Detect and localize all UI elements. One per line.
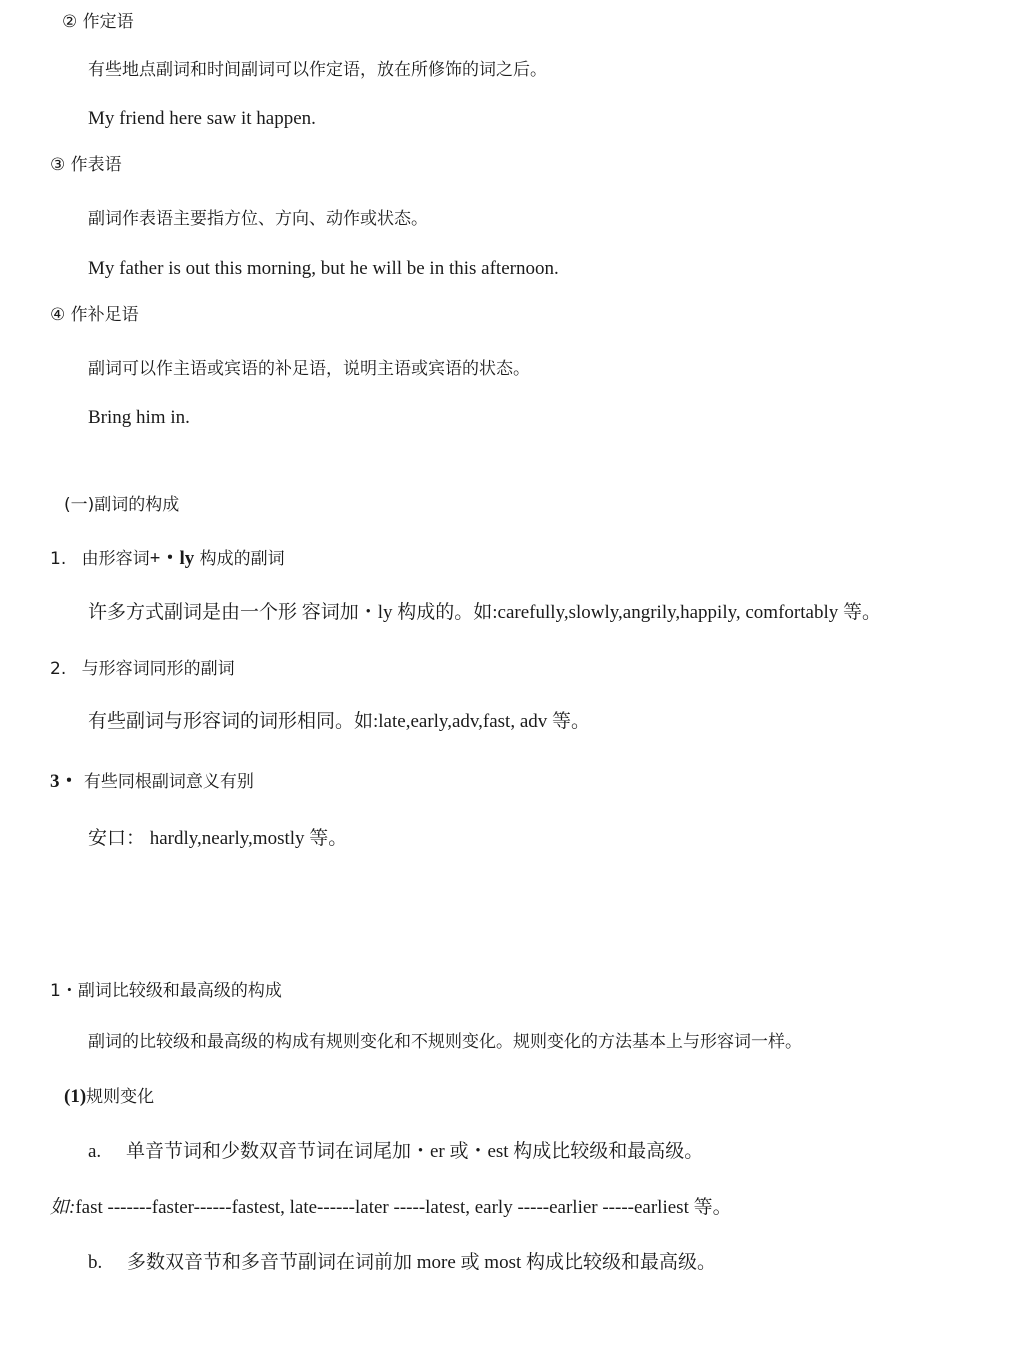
- rule-label: a.: [88, 1141, 102, 1162]
- rule-a: [88, 1141, 703, 1163]
- formation-item-1-desc: 许多方式副词是由一个形 容词加・ly 构成的。如:carefully,slowly,angrily,happily, comfortably 等。: [88, 602, 881, 623]
- formation-item-3-heading: [50, 771, 254, 793]
- formation-item-2-desc: 有些副词与形容词的词形相同。如:late,early,adv,fast, adv 等。: [88, 711, 591, 732]
- section-desc-predicative: 副词作表语主要指方位、方向、动作或状态。: [88, 209, 428, 229]
- example-line: [50, 1197, 732, 1219]
- item-number: 2.: [50, 659, 67, 679]
- section-heading-predicative: ③ 作表语: [50, 155, 122, 175]
- item-text: 由形容词: [81, 549, 150, 569]
- formation-item-2-heading: [50, 658, 235, 680]
- rule-text: 单音节词和少数双音节词在词尾加・er 或・est 构成比较级和最高级。: [125, 1141, 704, 1162]
- section-desc-attributive: 有些地点副词和时间副词可以作定语，放在所修饰的词之后。: [88, 60, 547, 80]
- example-sentence-predicative: My father is out this morning, but he will be in this afternoon.: [88, 258, 559, 279]
- formation-item-1-heading: [50, 548, 285, 570]
- item-text-tail: 构成的副词: [194, 549, 285, 569]
- item-number: 1.: [50, 549, 67, 569]
- item-suffix-bold: +・ly: [149, 548, 195, 569]
- section-heading-complement: ④ 作补足语: [50, 305, 139, 325]
- example-sentence-complement: Bring him in.: [88, 407, 190, 428]
- formation-title: (一)副词的构成: [64, 495, 180, 515]
- rule-label: b.: [88, 1252, 103, 1273]
- item-number: 3・: [50, 771, 79, 792]
- rule-text: 多数双音节和多音节副词在词前加 more 或 most 构成比较级和最高级。: [127, 1252, 716, 1273]
- sub-number: (1): [64, 1086, 87, 1107]
- regular-change-heading: [64, 1086, 154, 1108]
- section-heading-attributive: ② 作定语: [62, 12, 134, 32]
- example-prefix: 如:: [50, 1197, 76, 1218]
- sub-text: 规则变化: [86, 1087, 155, 1107]
- formation-item-3-desc: 安口： hardly,nearly,mostly 等。: [88, 828, 348, 849]
- item-text: 与形容词同形的副词: [81, 659, 235, 679]
- comparison-desc: 副词的比较级和最高级的构成有规则变化和不规则变化。规则变化的方法基本上与形容词一样。: [88, 1032, 802, 1052]
- comparison-title: 1・副词比较级和最高级的构成: [50, 981, 282, 1001]
- example-sentence-attributive: My friend here saw it happen.: [88, 108, 316, 129]
- rule-b: [88, 1252, 716, 1274]
- item-text: 有些同根副词意义有别: [83, 772, 254, 792]
- section-desc-complement: 副词可以作主语或宾语的补足语，说明主语或宾语的状态。: [88, 359, 530, 379]
- example-text: fast -------faster------fastest, late------later -----latest, early -----earlier -----earliest 等。: [75, 1197, 732, 1218]
